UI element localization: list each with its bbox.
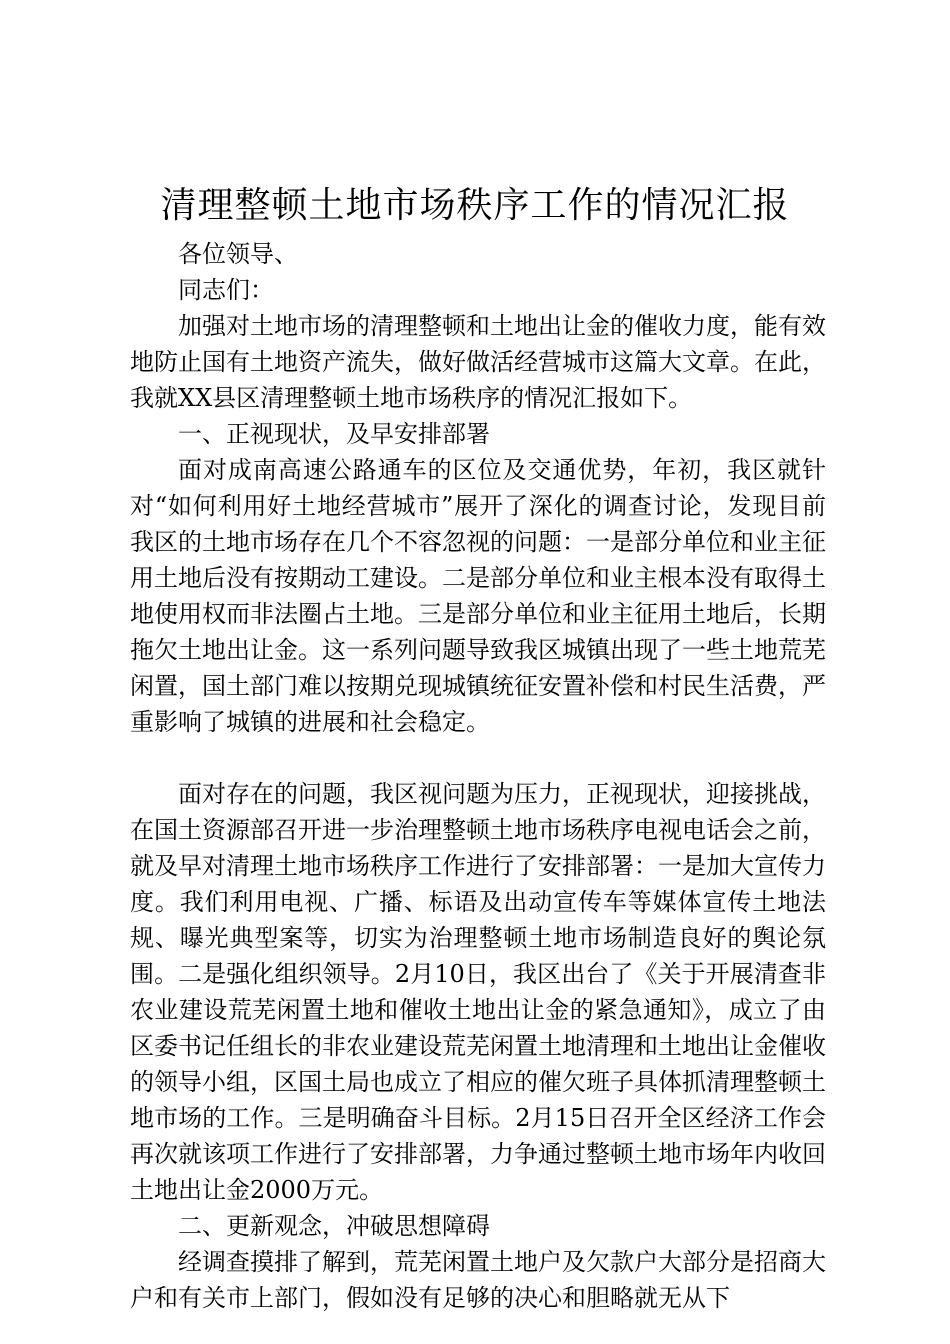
body-paragraph: 经调查摸排了解到，荒芜闲置土地户及欠款户大部分是招商大户和有关市上部门，假如没有足够的决心和胆略就无从下: [130, 1248, 826, 1312]
document-body: [130, 236, 826, 1316]
section-heading-2: 二、更新观念，冲破思想障碍: [178, 1212, 490, 1240]
intro-paragraph: 加强对土地市场的清理整顿和土地出让金的催收力度，能有效地防止国有土地资产流失，做好做活经营城市这篇大文章。在此，我就XX县区清理整顿土地市场秩序的情况汇报如下。: [130, 312, 826, 412]
document-title: 清理整顿土地市场秩序工作的情况汇报: [160, 185, 790, 226]
salutation-leaders: 各位领导、: [178, 240, 298, 268]
salutation-comrades: 同志们：: [178, 276, 274, 304]
body-paragraph: 面对成南高速公路通车的区位及交通优势，年初，我区就针对“如何利用好土地经营城市”展开了深化的调查讨论，发现目前我区的土地市场存在几个不容忽视的问题：一是部分单位和业主征用土地后没有按期动工建设。二是部分单位和业主根本没有取得土地使用权而非法圈占土地。三是部分单位和业主征用土地后，长期拖欠土地出让金。这一系列问题导致我区城镇出现了一些土地荒芜闲置，国土部门难以按期兑现城镇统征安置补偿和村民生活费，严重影响了城镇的进展和社会稳定。: [130, 456, 826, 736]
section-heading-1: 一、正视现状，及早安排部署: [178, 420, 490, 448]
body-paragraph: 面对存在的问题，我区视问题为压力，正视现状，迎接挑战，在国土资源部召开进一步治理整顿土地市场秩序电视电话会之前，就及早对清理土地市场秩序工作进行了安排部署：一是加大宣传力度。我们利用电视、广播、标语及出动宣传车等媒体宣传土地法规、曝光典型案等，切实为治理整顿土地市场制造良好的舆论氛围。二是强化组织领导。2月10日，我区出台了《关于开展清查非农业建设荒芜闲置土地和催收土地出让金的紧急通知》，成立了由区委书记任组长的非农业建设荒芜闲置土地清理和土地出让金催收的领导小组，区国土局也成立了相应的催欠班子具体抓清理整顿土地市场的工作。三是明确奋斗目标。2月15日召开全区经济工作会再次就该项工作进行了安排部署，力争通过整顿土地市场年内收回土地出让金2000万元。: [130, 780, 826, 1204]
